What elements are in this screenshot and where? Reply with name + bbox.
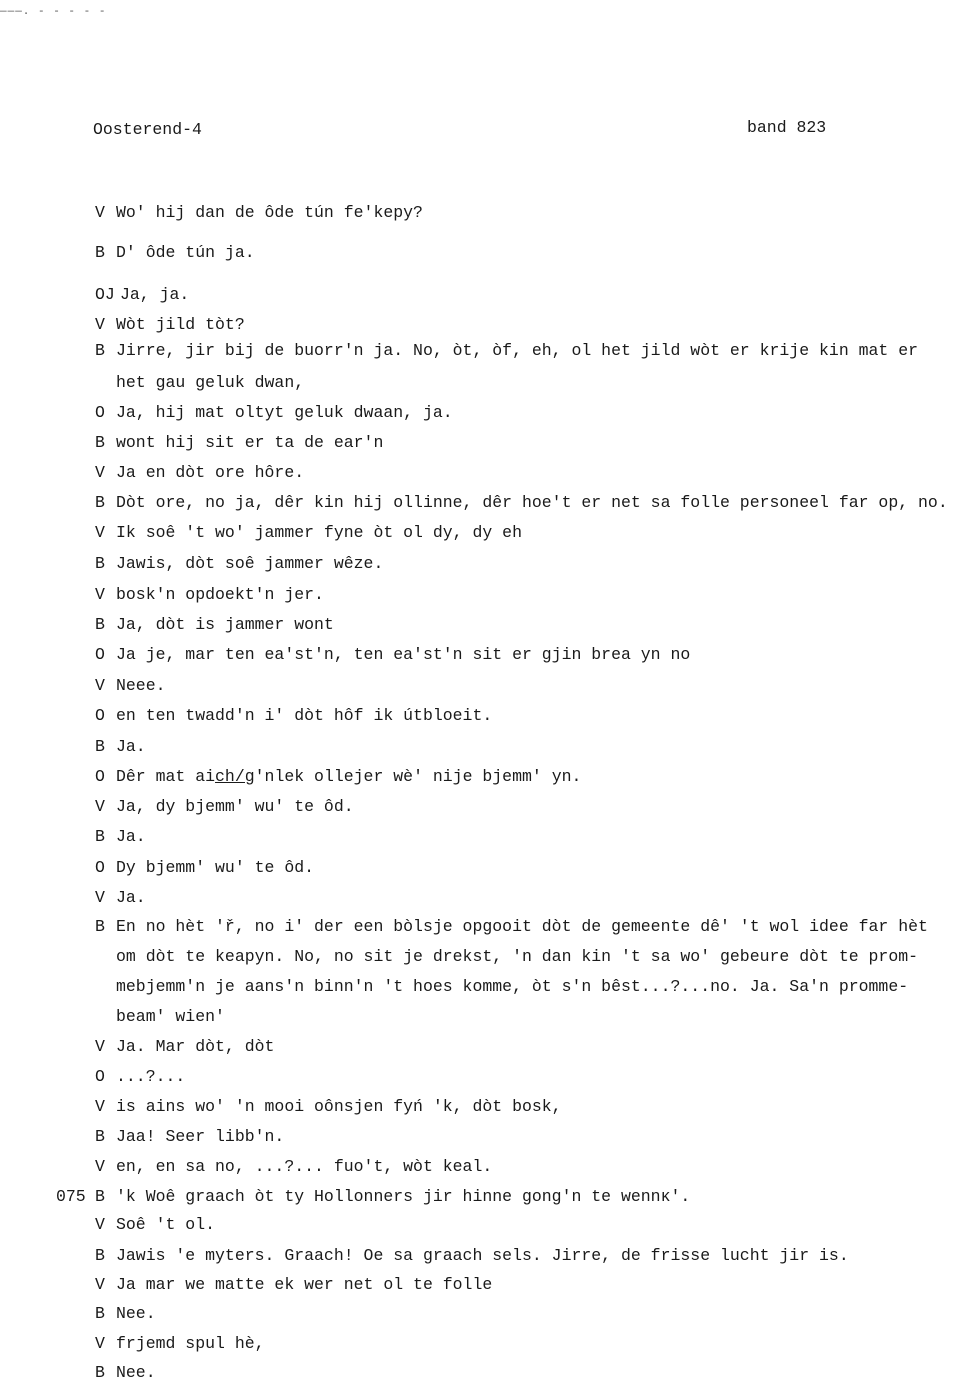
speaker-label: V xyxy=(95,315,105,334)
utterance-text: Nee. xyxy=(116,1304,156,1323)
transcript-line xyxy=(0,1212,973,1238)
speaker-label: O xyxy=(95,403,105,422)
speaker-label: B xyxy=(95,1127,105,1146)
utterance-text: wont hij sit er ta de ear'n xyxy=(116,433,384,452)
utterance-text: Ja mar we matte ek wer net ol te folle xyxy=(116,1275,493,1294)
transcript-line xyxy=(0,430,973,456)
speaker-label: B xyxy=(95,1246,105,1265)
speaker-label: O xyxy=(95,706,105,725)
transcript-line xyxy=(0,1331,973,1357)
utterance-text: mebjemm'n je aans'n binn'n 't hoes komme, òt s'n bêst...?...no. Ja. Sa'n promme- xyxy=(116,977,909,996)
utterance-text: frjemd spul hè, xyxy=(116,1334,265,1353)
utterance-text: Ja. xyxy=(116,827,146,846)
utterance-text: Nee. xyxy=(116,1363,156,1382)
transcript-line xyxy=(0,200,973,226)
header-band: band 823 xyxy=(747,118,827,137)
utterance-text: Ik soê 't wo' jammer fyne òt ol dy, dy eh xyxy=(116,523,522,542)
utterance-text: Ja, dòt is jammer wont xyxy=(116,615,334,634)
utterance-text: en, en sa no, ...?... fuo't, wòt keal. xyxy=(116,1157,493,1176)
speaker-label: V xyxy=(95,1157,105,1176)
speaker-label: V xyxy=(95,888,105,907)
speaker-label: B xyxy=(95,1187,105,1206)
utterance-text: En no hèt 'ř, no i' der een bòlsje opgooit dòt de gemeente dê' 't wol idee far hèt xyxy=(116,917,928,936)
speaker-label: O xyxy=(95,858,105,877)
speaker-label: B xyxy=(95,827,105,846)
utterance-text: Neee. xyxy=(116,676,166,695)
transcript-line xyxy=(0,1360,973,1386)
transcript-line xyxy=(0,855,973,881)
transcript-line xyxy=(0,944,973,970)
transcript-line xyxy=(0,734,973,760)
speaker-label: B xyxy=(95,493,105,512)
speaker-label: V xyxy=(95,1037,105,1056)
utterance-text: Jawis, dòt soê jammer wêze. xyxy=(116,554,384,573)
transcript-line xyxy=(0,551,973,577)
transcript-line xyxy=(0,520,973,546)
utterance-text: Ja, dy bjemm' wu' te ôd. xyxy=(116,797,354,816)
speaker-label: V xyxy=(95,523,105,542)
speaker-label: V xyxy=(95,1334,105,1353)
speaker-label: OJ xyxy=(95,285,115,304)
transcript-line xyxy=(0,460,973,486)
utterance-text: Wòt jild tòt? xyxy=(116,315,245,334)
transcript-line xyxy=(0,1004,973,1030)
utterance-text: Jirre, jir bij de buorr'n ja. No, òt, òf, eh, ol het jild wòt er krije kin mat er xyxy=(116,341,919,360)
transcript-line xyxy=(0,1124,973,1150)
underlined-text: ch/g xyxy=(215,767,255,786)
speaker-label: V xyxy=(95,463,105,482)
top-mark: ———. - - - - - xyxy=(0,6,107,18)
utterance-text: Ja. xyxy=(116,737,146,756)
utterance-text: Ja. xyxy=(116,888,146,907)
transcript-line xyxy=(0,914,973,940)
transcript-line xyxy=(0,885,973,911)
speaker-label: B xyxy=(95,433,105,452)
transcript-line xyxy=(0,400,973,426)
utterance-text: 'k Woê graach òt ty Hollonners jir hinne gong'n te wennĸ'. xyxy=(116,1187,691,1206)
speaker-label: B xyxy=(95,554,105,573)
utterance-text: is ains wo' 'n mooi oônsjen fyń 'k, dòt bosk, xyxy=(116,1097,562,1116)
utterance-text: Ja. Mar dòt, dòt xyxy=(116,1037,275,1056)
speaker-label: O xyxy=(95,1067,105,1086)
speaker-label: V xyxy=(95,585,105,604)
utterance-text: Jawis 'e myters. Graach! Oe sa graach sels. Jirre, de frisse lucht jir is. xyxy=(116,1246,849,1265)
transcript-line xyxy=(0,1243,973,1269)
transcript-line xyxy=(0,282,973,308)
speaker-label: O xyxy=(95,767,105,786)
transcript-line xyxy=(0,794,973,820)
utterance-text: bosk'n opdoekt'n jer. xyxy=(116,585,324,604)
utterance-text: het gau geluk dwan, xyxy=(116,373,305,392)
line-number: 075 xyxy=(56,1187,86,1206)
transcript-line xyxy=(0,673,973,699)
speaker-label: B xyxy=(95,615,105,634)
speaker-label: V xyxy=(95,797,105,816)
speaker-label: B xyxy=(95,243,105,262)
speaker-label: V xyxy=(95,203,105,222)
speaker-label: V xyxy=(95,1275,105,1294)
transcript-line xyxy=(0,490,973,516)
utterance-text: Dòt ore, no ja, dêr kin hij ollinne, dêr hoe't er net sa folle personeel far op, no. xyxy=(116,493,948,512)
utterance-text: beam' wien' xyxy=(116,1007,225,1026)
transcript-line xyxy=(0,703,973,729)
speaker-label: V xyxy=(95,676,105,695)
utterance-text: Ja, ja. xyxy=(120,285,190,304)
transcript-line xyxy=(0,1064,973,1090)
utterance-text: Dy bjemm' wu' te ôd. xyxy=(116,858,315,877)
speaker-label: B xyxy=(95,1304,105,1323)
utterance-text: Ja, hij mat oltyt geluk dwaan, ja. xyxy=(116,403,453,422)
utterance-text: Jaa! Seer libb'n. xyxy=(116,1127,285,1146)
transcript-line xyxy=(0,240,973,266)
utterance-text: ...?... xyxy=(116,1067,186,1086)
utterance-text: Soê 't ol. xyxy=(116,1215,216,1234)
header-title: Oosterend-4 xyxy=(93,120,202,139)
transcript-line xyxy=(0,764,973,790)
transcript-line xyxy=(0,370,973,396)
transcript-line xyxy=(0,1034,973,1060)
transcript-line xyxy=(0,1154,973,1180)
utterance-text: Wo' hij dan de ôde tún fe'kepy? xyxy=(116,203,423,222)
utterance-text: Ja en dòt ore hôre. xyxy=(116,463,305,482)
transcript-line xyxy=(0,1301,973,1327)
utterance-text: om dòt te keapyn. No, no sit je drekst, 'n dan kin 't sa wo' gebeure dòt te prom- xyxy=(116,947,919,966)
transcript-line xyxy=(0,1094,973,1120)
transcript-line xyxy=(0,312,973,338)
transcript-line xyxy=(0,974,973,1000)
speaker-label: B xyxy=(95,1363,105,1382)
utterance-text: en ten twadd'n i' dòt hôf ik útbloeit. xyxy=(116,706,493,725)
transcript-line xyxy=(0,642,973,668)
speaker-label: B xyxy=(95,341,105,360)
utterance-text: Ja je, mar ten ea'st'n, ten ea'st'n sit er gjin brea yn no xyxy=(116,645,691,664)
speaker-label: B xyxy=(95,737,105,756)
transcript-line xyxy=(0,612,973,638)
transcript-line xyxy=(0,1184,973,1210)
transcript-line xyxy=(0,1272,973,1298)
speaker-label: B xyxy=(95,917,105,936)
transcript-line xyxy=(0,338,973,364)
speaker-label: V xyxy=(95,1097,105,1116)
transcript-line xyxy=(0,824,973,850)
utterance-text: Dêr mat aich/g'nlek ollejer wè' nije bjemm' yn. xyxy=(116,767,582,786)
utterance-text: D' ôde tún ja. xyxy=(116,243,255,262)
transcript-line xyxy=(0,582,973,608)
speaker-label: V xyxy=(95,1215,105,1234)
speaker-label: O xyxy=(95,645,105,664)
